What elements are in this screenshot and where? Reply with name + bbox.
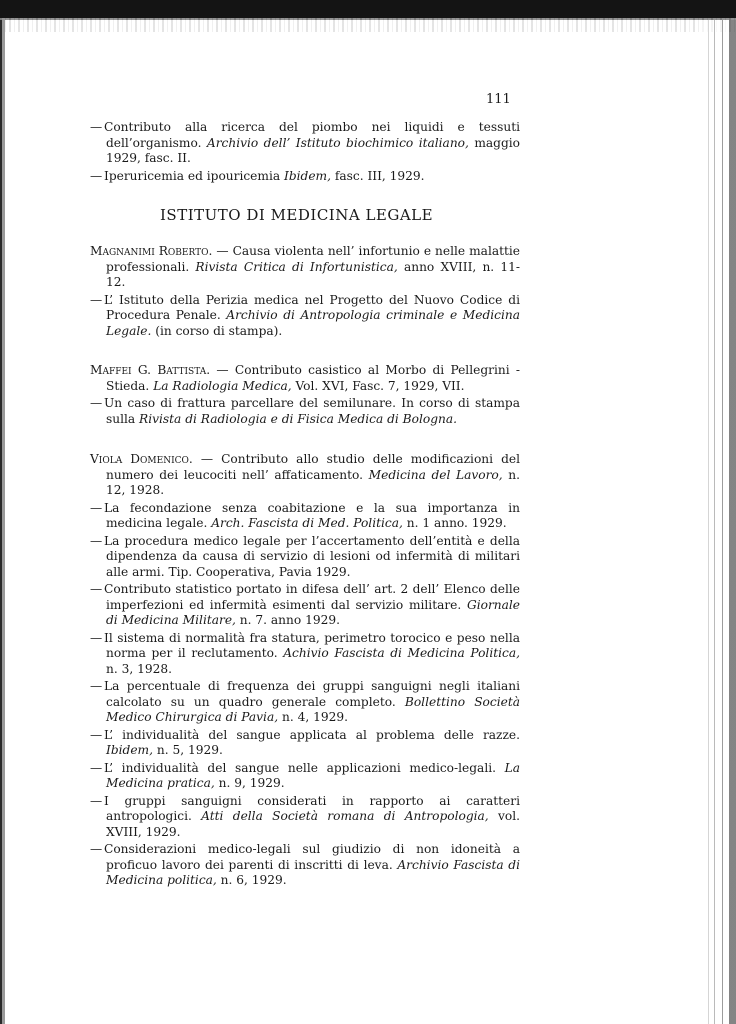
bibliography-entry: Magnanimi Roberto. — Causa violenta nell’ infortunio e nelle malattie professionali. Rivista Critica di Infortunistica, anno XVIII, n. 11-12. (90, 244, 521, 289)
bibliography-entry: — Contributo statistico portato in difesa dell’ art. 2 dell’ Elenco delle imperfezioni ed infermità esimenti dal servizio militare. Giornale di Medicina Militare, n. 7. anno 1929. (90, 582, 520, 627)
scan-top-border (0, 0, 736, 20)
author-block-maffei (90, 363, 520, 429)
author-name: Viola Domenico. (90, 452, 193, 466)
author-block-viola (90, 452, 520, 891)
bibliography-entry: — Contributo alla ricerca del piombo nei liquidi e tessuti dell’organismo. Archivio dell’ Istituto biochimico italiano, maggio 1929, fasc. II. (90, 120, 520, 165)
scan-top-noise (0, 18, 736, 32)
bibliography-entry: — Iperuricemia ed ipouricemia Ibidem, fasc. III, 1929. (90, 168, 425, 183)
author-name: Magnanimi Roberto. (90, 244, 213, 258)
bibliography-entry: — La procedura medico legale per l’accertamento dell’entità e della dipendenza da causa di servizio di lesioni od infermità di militari alle armi. Tip. Cooperativa, Pavia 1929. (90, 533, 520, 579)
scan-left-border (0, 20, 5, 1024)
bibliography-entry: — Un caso di frattura parcellare del semilunare. In corso di stampa sulla Rivista di Radiologia e di Fisica Medica di Bologna. (90, 396, 520, 426)
bibliography-entry: — Considerazioni medico-legali sul giudizio di non idoneità a proficuo lavoro dei parenti di inscritti di leva. Archivio Fascista di Medicina politica, n. 6, 1929. (90, 842, 521, 887)
section-title: ISTITUTO DI MEDICINA LEGALE (160, 206, 434, 224)
bibliography-entry: — La percentuale di frequenza dei gruppi sanguigni negli italiani calcolato su un quadro generale completo. Bollettino Società Medico Chirurgica di Pavia, n. 4, 1929. (90, 679, 520, 724)
bibliography-entry: — I gruppi sanguigni considerati in rapporto ai caratteri antropologici. Atti della Società romana di Antropologia, vol. XVIII, 1929. (90, 793, 520, 839)
bibliography-entry: Viola Domenico. — Contributo allo studio delle modificazioni del numero dei leucociti nell’ affaticamento. Medicina del Lavoro, n. 12, 1928. (90, 452, 521, 497)
bibliography-entry: Maffei G. Battista. — Contributo casistico al Morbo di Pellegrini - Stieda. La Radiologia Medica, Vol. XVI, Fasc. 7, 1929, VII. (90, 363, 520, 393)
bibliography-entry: — L’ individualità del sangue applicata al problema delle razze. Ibidem, n. 5, 1929. (90, 727, 520, 757)
bibliography-entry: — Il sistema di normalità fra statura, perimetro torocico e peso nella norma per il reclutamento. Achivio Fascista di Medicina Politica, n. 3, 1928. (90, 630, 520, 676)
top-entries (90, 120, 520, 186)
bibliography-entry: — La fecondazione senza coabitazione e la sua importanza in medicina legale. Arch. Fascista di Med. Politica, n. 1 anno. 1929. (90, 500, 520, 530)
author-name: Maffei G. Battista. (90, 363, 211, 377)
bibliography-entry: — L’ Istituto della Perizia medica nel Progetto del Nuovo Codice di Procedura Penale. Archivio di Antropologia criminale e Medicina Legale. (in corso di stampa). (90, 292, 520, 338)
scan-right-border (702, 20, 736, 1024)
bibliography-entry: — L’ individualità del sangue nelle applicazioni medico-legali. La Medicina pratica, n. 9, 1929. (90, 760, 520, 790)
author-block-magnanimi (90, 244, 520, 341)
page-number: 111 (486, 92, 511, 107)
